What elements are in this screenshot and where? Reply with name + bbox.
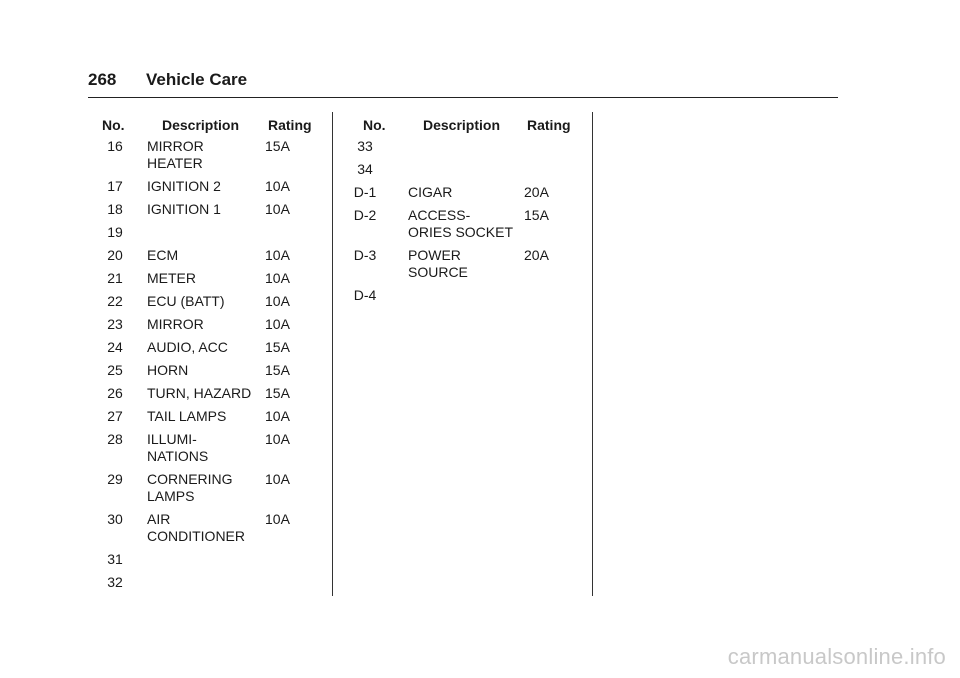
header-no: No. [363, 117, 386, 133]
table-row [88, 224, 324, 241]
fuse-number: D-2 [353, 207, 377, 223]
fuse-number: 19 [107, 224, 123, 240]
fuse-rating: 15A [524, 207, 549, 223]
fuse-description: AIR CONDITIONER [147, 511, 245, 544]
table-row [345, 287, 585, 304]
fuse-number: 29 [107, 471, 123, 487]
fuse-rating: 10A [265, 178, 290, 194]
table-row [88, 316, 324, 333]
fuse-rating: 20A [524, 247, 549, 263]
fuse-description: ILLUMI- NATIONS [147, 431, 209, 464]
fuse-description: MIRROR [147, 316, 204, 332]
fuse-rating: 10A [265, 270, 290, 286]
fuse-rating: 10A [265, 408, 290, 424]
fuse-table-left [88, 114, 324, 597]
header-description: Description [423, 117, 501, 133]
fuse-number: 24 [107, 339, 123, 355]
fuse-description: POWER SOURCE [408, 247, 468, 280]
fuse-description: MIRROR HEATER [147, 138, 204, 171]
fuse-description: TAIL LAMPS [147, 408, 227, 424]
header-rating: Rating [527, 117, 571, 133]
fuse-number: 31 [107, 551, 123, 567]
fuse-number: 32 [107, 574, 123, 590]
fuse-rating: 15A [265, 339, 290, 355]
fuse-number: 26 [107, 385, 123, 401]
table-body [345, 138, 585, 304]
fuse-description: METER [147, 270, 196, 286]
header-description: Description [162, 117, 240, 133]
fuse-number: D-3 [353, 247, 377, 263]
fuse-number: 16 [107, 138, 123, 154]
fuse-number: 23 [107, 316, 123, 332]
table-row [88, 431, 324, 465]
table-row [88, 339, 324, 356]
fuse-rating: 15A [265, 385, 290, 401]
page-number: 268 [88, 70, 117, 89]
fuse-rating: 10A [265, 431, 290, 447]
fuse-description: IGNITION 2 [147, 178, 221, 194]
table-row [88, 408, 324, 425]
fuse-number: 30 [107, 511, 123, 527]
fuse-number: 21 [107, 270, 123, 286]
fuse-description: AUDIO, ACC [147, 339, 228, 355]
table-row [88, 511, 324, 545]
watermark: carmanualsonline.info [727, 644, 946, 669]
table-header [345, 114, 585, 138]
fuse-description: TURN, HAZARD [147, 385, 252, 401]
table-row [88, 247, 324, 264]
fuse-description: CIGAR [408, 184, 453, 200]
fuse-rating: 10A [265, 201, 290, 217]
fuse-number: 27 [107, 408, 123, 424]
fuse-number: 28 [107, 431, 123, 447]
fuse-number: D-1 [353, 184, 377, 200]
page-title: Vehicle Care [146, 70, 248, 89]
fuse-description: HORN [147, 362, 189, 378]
fuse-description: ECM [147, 247, 179, 263]
header-divider [88, 97, 838, 98]
column-divider [592, 112, 593, 596]
fuse-rating: 10A [265, 316, 290, 332]
fuse-rating: 10A [265, 247, 290, 263]
fuse-table-right [345, 114, 585, 310]
fuse-rating: 10A [265, 471, 290, 487]
fuse-number: 34 [357, 161, 373, 177]
fuse-rating: 15A [265, 362, 290, 378]
table-header [88, 114, 324, 138]
fuse-rating: 10A [265, 511, 290, 527]
fuse-description: ACCESS- ORIES SOCKET [408, 207, 514, 240]
header-rating: Rating [268, 117, 312, 133]
fuse-rating: 10A [265, 293, 290, 309]
table-row [345, 161, 585, 178]
table-row [88, 551, 324, 568]
fuse-number: 18 [107, 201, 123, 217]
fuse-rating: 15A [265, 138, 290, 154]
table-row [345, 207, 585, 241]
fuse-number: 22 [107, 293, 123, 309]
fuse-number: 20 [107, 247, 123, 263]
fuse-rating: 20A [524, 184, 549, 200]
table-row [88, 293, 324, 310]
fuse-description: ECU (BATT) [147, 293, 225, 309]
table-row [88, 201, 324, 218]
fuse-description: IGNITION 1 [147, 201, 221, 217]
table-body [88, 138, 324, 591]
fuse-number: 33 [357, 138, 373, 154]
table-row [345, 184, 585, 201]
fuse-number: 25 [107, 362, 123, 378]
header-no: No. [102, 117, 125, 133]
table-row [88, 471, 324, 505]
fuse-description: CORNERING LAMPS [147, 471, 233, 504]
fuse-number: 17 [107, 178, 123, 194]
table-row [345, 138, 585, 155]
table-row [88, 178, 324, 195]
table-row [345, 247, 585, 281]
table-row [88, 362, 324, 379]
table-row [88, 138, 324, 172]
table-row [88, 574, 324, 591]
table-row [88, 270, 324, 287]
table-row [88, 385, 324, 402]
fuse-number: D-4 [353, 287, 377, 303]
column-divider [332, 112, 333, 596]
